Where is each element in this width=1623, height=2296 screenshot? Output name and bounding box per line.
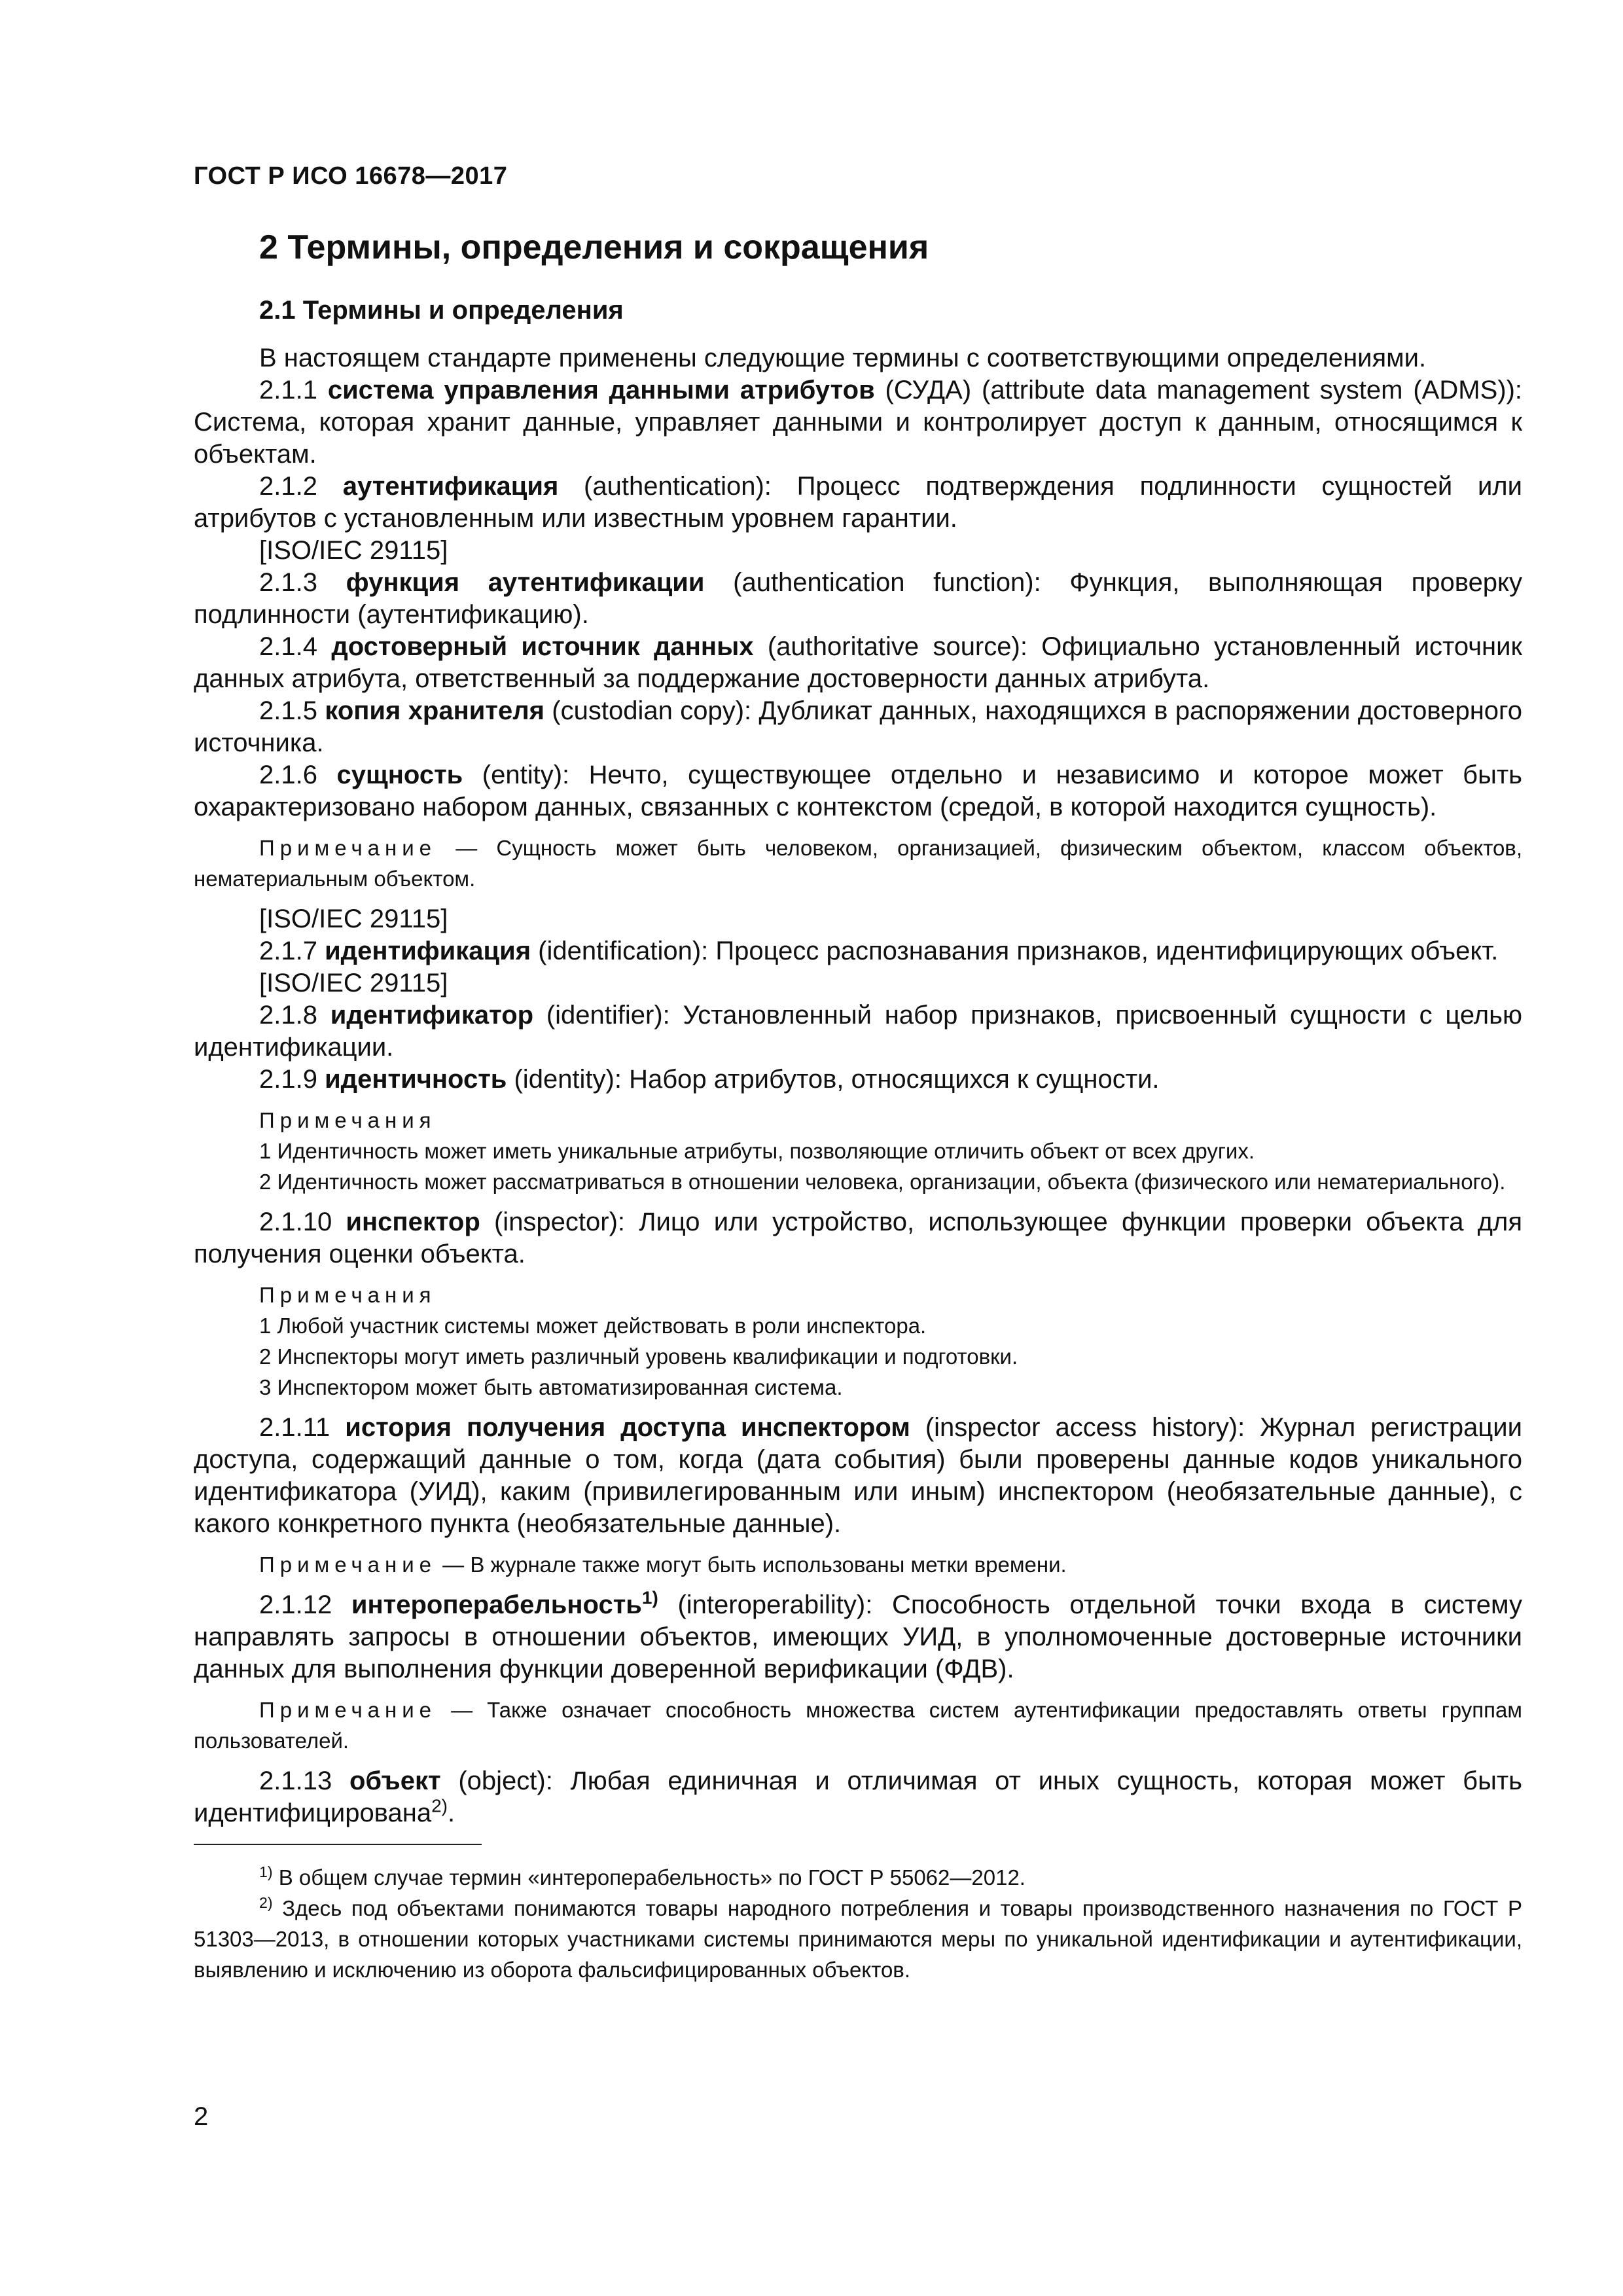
page-number: 2 [194,2102,209,2131]
term-definition: (custodian copy): Дубликат данных, находящихся в распоряжении достоверного источника. [194,696,1523,757]
term-number: 2.1.4 [259,632,317,661]
term-name: объект [349,1767,441,1795]
term-number: 2.1.11 [259,1413,330,1442]
term-definition: (entity): Нечто, существующее отдельно и независимо и которое может быть охарактеризовано набором данных, связанных с контекстом (средой, в которой находится сущность). [194,761,1522,821]
term-number: 2.1.10 [259,1208,332,1236]
footnote-text: Здесь под объектами понимаются товары народного потребления и товары производственного назначения по ГОСТ Р 51303—2013, в отношении которых участниками системы принимаются меры по уникальной идентификации и аутентификации, выявлению и исключению из оборота фальсифицированных объектов. [194,1896,1522,1982]
term-2-1-7 [194,935,1522,967]
term-2-1-10 [194,1206,1522,1270]
term-definition: (authentication): Процесс подтверждения подлинности сущностей или атрибутов с установленным или известным уровнем гарантии. [194,472,1522,533]
term-2-1-4 [194,631,1522,695]
note-label: Примечание [259,1698,437,1722]
term-name: достоверный источник данных [331,632,754,661]
footnote-2 [194,1893,1522,1985]
note-label: Примечание [259,836,437,860]
note-item: 3 Инспектором может быть автоматизированная система. [259,1375,843,1399]
term-name: идентификация [325,937,531,965]
term-2-1-2 [194,471,1522,535]
term-2-1-1 [194,374,1522,471]
term-definition: (object): Любая единичная и отличимая от иных сущность, которая может быть идентифицирована [194,1767,1522,1827]
term-definition: (identity): Набор атрибутов, относящихся к сущности. [507,1065,1160,1094]
term-2-1-5 [194,695,1522,759]
document-header: ГОСТ Р ИСО 16678—2017 [194,162,508,190]
term-2-1-3 [194,567,1522,631]
term-definition: (inspector): Лицо или устройство, использующее функции проверки объекта для получения оценки объекта. [194,1208,1522,1268]
term-name: функция аутентификации [346,568,705,597]
term-note [194,833,1522,894]
term-number: 2.1.8 [259,1001,317,1030]
term-reference: [ISO/IEC 29115] [259,905,448,933]
term-2-1-13: 2.1.13 объект (object): Любая единичная и отличимая от иных сущность, которая может быть идентифицирована$^{2)}$. [194,1767,1522,1827]
footnote-mark: 2) [259,1894,273,1911]
term-name: система управления данными атрибутов [327,376,875,404]
term-definition: (inspector access history): Журнал регистрации доступа, содержащий данные о том, когда (дата события) были проверены данные кодов уникального идентификатора (УИД), каким (привилегированным или иным) инспектором (необязательные данные), с какого конкретного пункта (необязательные данные). [194,1413,1522,1538]
page-content [194,228,1522,1985]
term-number: 2.1.7 [259,937,317,965]
term-name: история получения доступа инспектором [345,1413,910,1442]
note-item: 2 Идентичность может рассматриваться в отношении человека, организации, объекта (физического или нематериального). [259,1170,1506,1194]
note-label: Примечание [259,1552,437,1577]
term-number: 2.1.1 [259,376,317,404]
term-name: аутентификация [342,472,559,501]
footnote-mark: 1) [641,1587,658,1608]
term-number: 2.1.5 [259,696,317,725]
term-name: идентификатор [330,1001,534,1030]
note-item: 1 Идентичность может иметь уникальные атрибуты, позволяющие отличить объект от всех других. [259,1139,1255,1163]
term-note [194,1549,1522,1580]
term-definition: (identifier): Установленный набор признаков, присвоенный сущности с целью идентификации. [194,1001,1522,1062]
notes-label: Примечания [259,1108,437,1132]
term-reference: [ISO/IEC 29115] [259,969,448,997]
term-definition: (identification): Процесс распознавания признаков, идентифицирующих объект. [531,937,1499,965]
note-text: — Сущность может быть человеком, организацией, физическим объектом, классом объектов, нематериальным объектом. [194,836,1522,891]
term-2-1-11 [194,1412,1522,1540]
term-number: 2.1.13 [259,1767,332,1795]
term-2-1-12 [194,1589,1522,1685]
footnote-mark: 2) [431,1795,448,1816]
term-2-1-8 [194,999,1522,1064]
term-2-1-6 [194,759,1522,823]
note-text: — Также означает способность множества систем аутентификации предоставлять ответы группам пользователей. [194,1698,1522,1753]
notes-label: Примечания [259,1283,437,1307]
term-name: идентичность [325,1065,507,1094]
term-definition: (interoperability): Способность отдельной точки входа в систему направлять запросы в отношении объектов, имеющих УИД, в уполномоченные достоверные источники данных для выполнения функции доверенной верификации (ФДВ). [194,1590,1522,1683]
term-number: 2.1.6 [259,761,317,789]
term-name: сущность [336,761,463,789]
term-name: копия хранителя [325,696,544,725]
intro-paragraph: В настоящем стандарте применены следующие термины с соответствующими определениями. [259,344,1427,372]
term-definition: (СУДА) (attribute data management system (ADMS)): Система, которая хранит данные, управляет данными и контролирует доступ к данным, относящимся к объектам. [194,376,1522,469]
term-number: 2.1.12 [259,1590,332,1619]
term-note [194,1695,1522,1756]
subsection-title: 2.1 Термины и определения [259,296,624,325]
term-definition: (authoritative source): Официально установленный источник данных атрибута, ответственный за поддержание достоверности данных атрибута. [194,632,1522,693]
note-item: 2 Инспекторы могут иметь различный уровень квалификации и подготовки. [259,1344,1018,1369]
term-name: интероперабельность$^{1)}$ [351,1587,658,1619]
footnote-divider [194,1844,482,1845]
term-number: 2.1.3 [259,568,317,597]
footnote-1 [194,1862,1522,1893]
term-definition: (authentication function): Функция, выполняющая проверку подлинности (аутентификацию). [194,568,1523,629]
note-item: 1 Любой участник системы может действовать в роли инспектора. [259,1314,927,1338]
term-reference: [ISO/IEC 29115] [259,536,448,565]
term-number: 2.1.9 [259,1065,317,1094]
term-number: 2.1.2 [259,472,317,501]
footnote-text: В общем случае термин «интероперабельность» по ГОСТ Р 55062—2012. [272,1865,1026,1890]
note-text: — В журнале также могут быть использованы метки времени. [437,1552,1067,1577]
term-name: инспектор [346,1208,480,1236]
footnote-mark: 1) [259,1863,273,1880]
section-title: 2 Термины, определения и сокращения [259,228,929,266]
term-2-1-9 [194,1064,1522,1096]
